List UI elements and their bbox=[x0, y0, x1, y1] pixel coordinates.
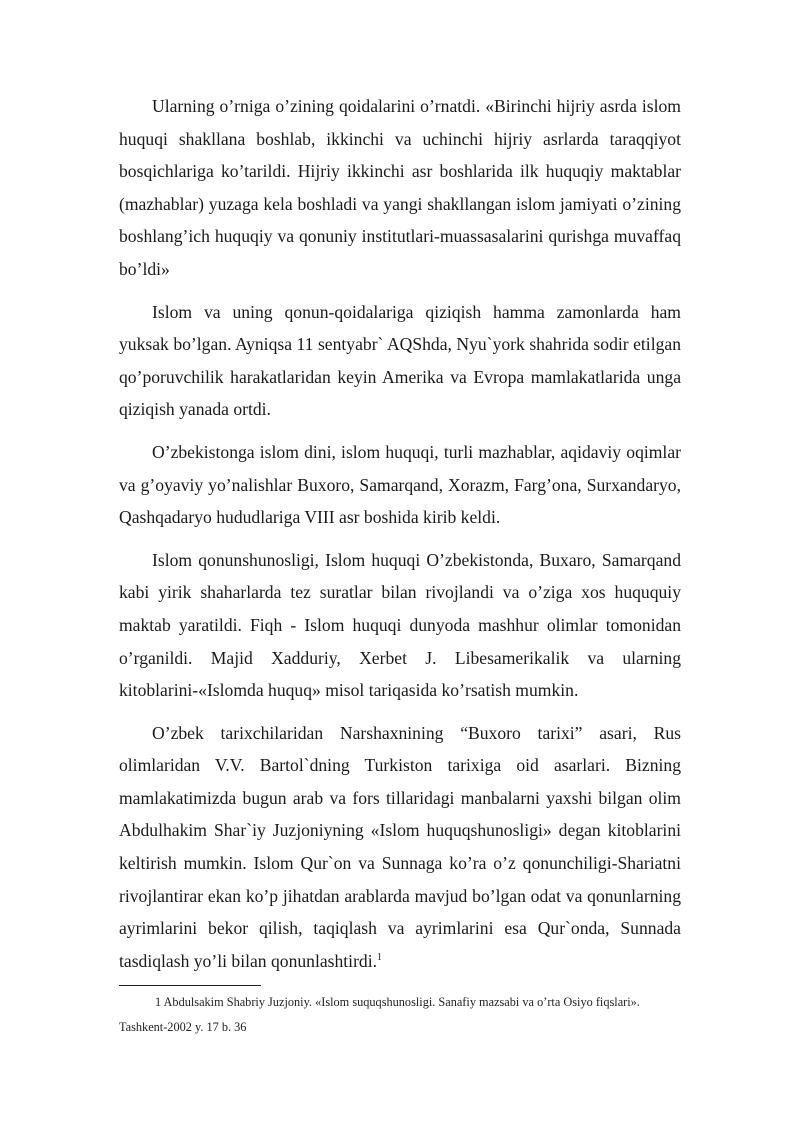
paragraph-4: Islom qonunshunosligi, Islom huquqi O’zbekistonda, Buxaro, Samarqand kabi yirik shaharlarda tez suratlar bilan rivojlandi va o’ziga xos huququiy maktab yaratildi. Fiqh - Islom huquqi dunyoda mashhur olimlar tomonidan o’rganildi. Majid Xadduriy, Xerbet J. Libesamerikalik va ularning kitoblarini-«Islomda huquq» misol tariqasida ko’rsatish mumkin. bbox=[119, 549, 681, 701]
footnote-separator bbox=[119, 985, 261, 986]
footnote-line-2: Tashkent-2002 y. 17 b. 36 bbox=[119, 1020, 247, 1034]
paragraph-3: O’zbekistonga islom dini, islom huquqi, turli mazhablar, aqidaviy oqimlar va g’oyaviy yo’nalishlar Buxoro, Samarqand, Xorazm, Farg’ona, Surxandaryo, Qashqadaryo hududlariga VIII asr boshida kirib keldi. bbox=[119, 441, 681, 528]
document-body bbox=[119, 90, 681, 987]
footnote-reference: 1 bbox=[377, 951, 383, 963]
footnote bbox=[119, 990, 694, 1040]
paragraph-5 bbox=[119, 717, 681, 978]
paragraph-1: Ularning o’rniga o’zining qoidalarini o’rnatdi. «Birinchi hijriy asrda islom huquqi shakllana boshlab, ikkinchi va uchinchi hijriy asrlarda taraqqiyot bosqichlariga ko’tarildi. Hijriy ikkinchi asr boshlarida ilk huquqiy maktablar (mazhablar) yuzaga kela boshladi va yangi shakllangan islom jamiyati o’zining boshlang’ich huquqiy va qonuniy institutlari-muassasalarini qurishga muvaffaq bo’ldi» bbox=[119, 96, 681, 279]
paragraph-2: Islom va uning qonun-qoidalariga qiziqish hamma zamonlarda ham yuksak bo’lgan. Ayniqsa 11 sentyabr` AQShda, Nyu`york shahrida sodir etilgan qo’poruvchilik harakatlaridan keyin Amerika va Evropa mamlakatlarida unga qiziqish yanada ortdi. bbox=[119, 301, 681, 420]
footnote-line-1: 1 Abdulsakim Shabriy Juzjoniy. «Islom suquqshunosligi. Sanafiy mazsabi va o’rta Osiyo fiqslari». bbox=[155, 995, 640, 1009]
paragraph-5-text: O’zbek tarixchilaridan Narshaxnining “Buxoro tarixi” asari, Rus olimlaridan V.V. Bartol`dning Turkiston tarixiga oid asarlari. Bizning mamlakatimizda bugun arab va fors tillaridagi manbalarni yaxshi bilgan olim Abdulhakim Shar`iy Juzjoniyning «Islom huquqshunosligi» degan kitoblarini keltirish mumkin. Islom Qur`on va Sunnaga ko’ra o’z qonunchiligi-Shariatni rivojlantirar ekan ko’p jihatdan arablarda mavjud bo’lgan odat va qonunlarning ayrimlarini bekor qilish, taqiqlash va ayrimlarini esa Qur`onda, Sunnada tasdiqlash yo’li bilan qonunlashtirdi. bbox=[119, 722, 681, 971]
